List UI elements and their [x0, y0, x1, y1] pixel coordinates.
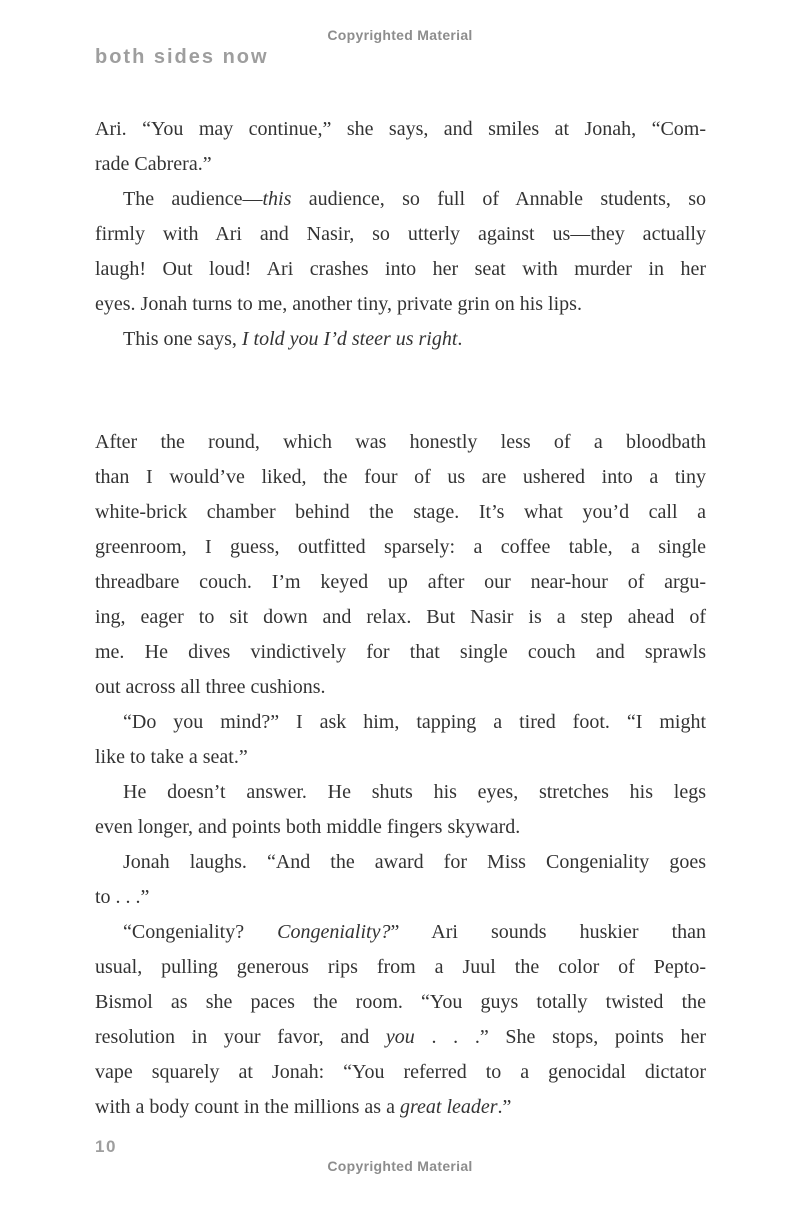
running-header: both sides now: [95, 46, 269, 68]
text-line: with a body count in the millions as a great leader.”: [95, 1096, 512, 1118]
text-line: greenroom, I guess, outfitted sparsely: a coffee table, a single: [95, 536, 706, 558]
text-line: threadbare couch. I’m keyed up after our near-hour of argu-: [95, 571, 706, 593]
text-line: This one says, I told you I’d steer us right.: [123, 328, 463, 350]
text-line: than I would’ve liked, the four of us are ushered into a tiny: [95, 466, 706, 488]
text-line: white-brick chamber behind the stage. It’s what you’d call a: [95, 501, 706, 523]
text-line: me. He dives vindictively for that single couch and sprawls: [95, 641, 706, 663]
text-line: eyes. Jonah turns to me, another tiny, private grin on his lips.: [95, 293, 582, 315]
bottom-copyright-notice: Copyrighted Material: [327, 1158, 473, 1174]
text-line: even longer, and points both middle fingers skyward.: [95, 816, 521, 838]
page-number: 10: [95, 1137, 117, 1156]
text-line: “Congeniality? Congeniality?” Ari sounds huskier than: [123, 921, 707, 943]
text-line: resolution in your favor, and you . . .” She stops, points her: [95, 1026, 707, 1048]
text-line: ing, eager to sit down and relax. But Nasir is a step ahead of: [95, 606, 706, 628]
text-line: rade Cabrera.”: [95, 153, 212, 175]
text-line: Bismol as she paces the room. “You guys totally twisted the: [95, 991, 706, 1013]
text-line: Ari. “You may continue,” she says, and smiles at Jonah, “Com-: [95, 118, 706, 140]
text-line: The audience—this audience, so full of Annable students, so: [123, 188, 706, 210]
text-line: to . . .”: [95, 886, 150, 908]
body-text: [95, 112, 706, 1125]
text-line: firmly with Ari and Nasir, so utterly against us—they actually: [95, 223, 706, 245]
text-line: vape squarely at Jonah: “You referred to a genocidal dictator: [95, 1061, 706, 1083]
text-line: “Do you mind?” I ask him, tapping a tired foot. “I might: [123, 711, 706, 733]
top-copyright-notice: Copyrighted Material: [327, 27, 473, 43]
text-line: laugh! Out loud! Ari crashes into her seat with murder in her: [95, 258, 706, 280]
text-line: usual, pulling generous rips from a Juul the color of Pepto-: [95, 956, 706, 978]
text-line: After the round, which was honestly less of a bloodbath: [95, 431, 706, 453]
text-line: Jonah laughs. “And the award for Miss Congeniality goes: [123, 851, 706, 873]
text-line: He doesn’t answer. He shuts his eyes, stretches his legs: [123, 781, 706, 803]
text-line: like to take a seat.”: [95, 746, 248, 768]
scene-break: [95, 357, 706, 425]
text-line: out across all three cushions.: [95, 676, 326, 698]
